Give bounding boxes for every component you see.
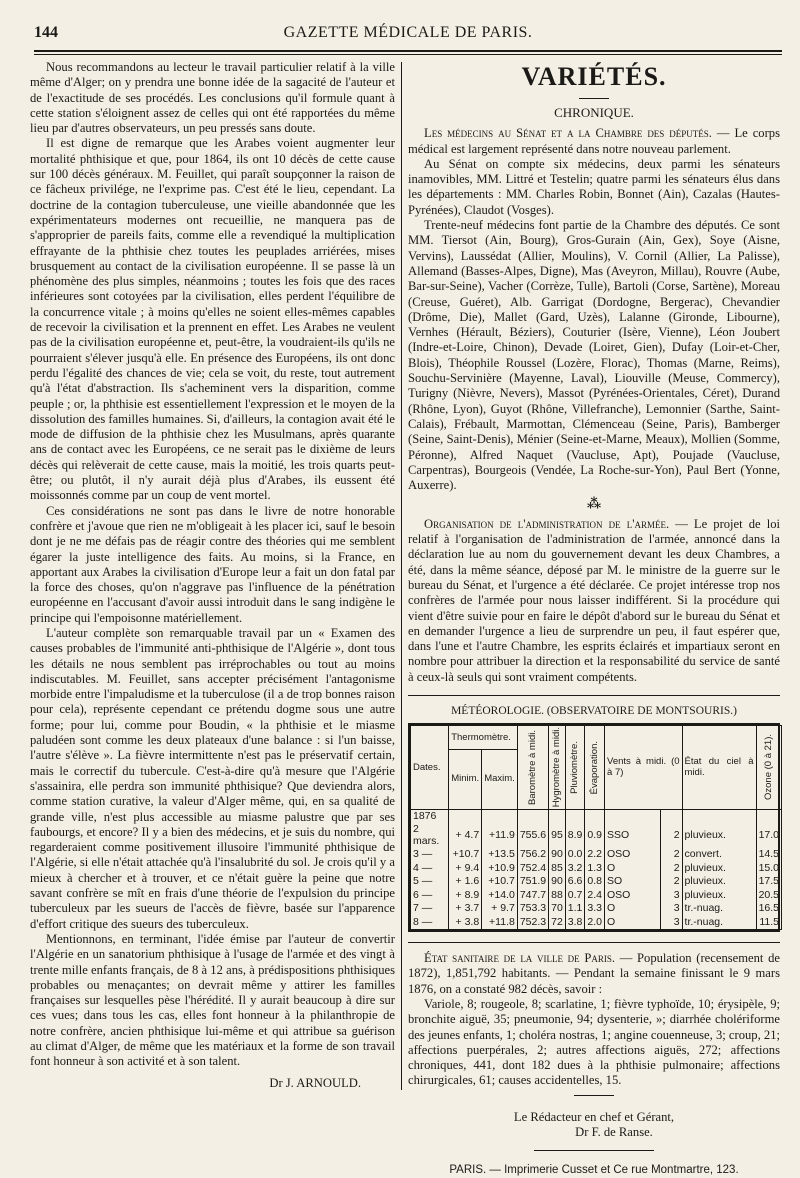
meteo-cell-ozone: 17.5: [756, 875, 781, 889]
meteo-cell-hygro: 95: [549, 823, 566, 848]
meteo-cell-pluvio: 8.9: [565, 823, 585, 848]
meteo-cell-max: +11.9: [482, 823, 518, 848]
meteo-cell-baro: 755.6: [517, 823, 548, 848]
left-paragraph-4: L'auteur complète son remarquable travail par un « Examen des causes probables de l'immunité anti-phthisique de l'Algérie », dont tous les détails ne nous semblent pas irréprochables ou tout au moins indiscutables. M. Feuillet, sans accepter précisément l'antagonisme morbide entre l'impaludisme et la tuberculose (il a de trop bonnes raison pour cela), représente cependant ce prétendu dogme sous une autre forme; pour lui, comme pour Boudin, « la phthisie et le miasme paludéen sont comme les deux plateaux d'une balance : si l'un baisse, l'autre s'élève ». La fièvre intermittente n'est pas le préservatif certain, mais le correctif du tubercule. C'est-à-dire qu'à mesure que l'Algérie s'assainira, elle perdra son immunité phthisique? Que deviendra alors, comme station curative, la valeur d'Alger même, qui, en sa qualité de grande ville, n'est plus accessible au miasme palustre que par ses faubourgs, et encore? Il y a bien des médecins, et je suis du nombre, qui regarderaient comme positivement illusoire l'immunité phthisique de l'Algérie, si elle n'était attachée qu'à l'insalubrité du sol. Je crois qu'il y a mieux à chercher et à trouver, et ce n'était guère la peine que notre savant confrère se mît en frais d'une théorie de l'expulsion du principe tuberculeux par les sueurs de l'accès de fièvre, basée sur l'apparence d'effort critique des sueurs des tuberculeux.: [30, 625, 395, 931]
meteo-cell-hygro: 85: [549, 862, 566, 876]
meteo-cell-force: 3: [661, 889, 682, 903]
meteo-cell-evap: 2.4: [585, 889, 605, 903]
meteo-table: [410, 725, 782, 930]
section-rule-2: [408, 942, 780, 943]
left-paragraph-5: Mentionnons, en terminant, l'idée émise par l'auteur de convertir l'Algérie en un sanatorium phthisique à l'usage de l'armée et des vingt à trente mille enfants français, de 8 à 12 ans, à prédispositions phthisiques probables ou menaçantes; on devrait même y attirer les familles françaises sur lesquelles pèse l'hérédité. Il y aurait beaucoup à dire sur ces vues; dans tous les cas, elles font honneur à la philanthropie de notre confrère, ancien phthisique lui-même et qui attribue sa guérison au climat d'Alger, de même que les matériaux et la forme de son travail font honneur à son activité et à son talent.: [30, 931, 395, 1069]
left-column: [30, 60, 395, 1091]
header-vents: Vents à midi. (0 à 7): [605, 726, 683, 809]
meteo-cell-vent: O: [605, 916, 661, 930]
meteo-cell-baro: 756.2: [517, 848, 548, 862]
meteo-cell-force: 3: [661, 902, 682, 916]
section-rule: [408, 695, 780, 696]
meteo-cell-vent: SO: [605, 875, 661, 889]
header-minim: Minim.: [449, 749, 482, 809]
meteo-cell-hygro: 90: [549, 848, 566, 862]
meteo-cell-max: +10.7: [482, 875, 518, 889]
editor-line-2: Dr F. de Ranse.: [575, 1124, 653, 1139]
senat-heading: Les médecins au Sénat et a la Chambre des députés.: [424, 126, 712, 141]
meteo-cell-pluvio: 0.7: [565, 889, 585, 903]
imprint: PARIS. — Imprimerie Cusset et Ce rue Montmartre, 123.: [449, 1163, 739, 1176]
armee-text: — Le projet de loi relatif à l'organisation de l'administration de l'armée, annoncé dans la déclaration lue au nom du gouvernement devant les deux Chambres, a été, dans la même séance, déposé par M. le ministre de la guerre sur le bureau du Sénat, et l'urgence a été déclarée. Ce projet intéresse trop nos confrères de l'armée pour nous laisser indifférent. Si la procédure qui vient d'être suivie pour en faire le dépôt d'abord sur le bureau du Sénat et en demander l'urgence a lieu de surprendre un peu, il faut espérer que, dans l'une et l'autre Chambre, les esprits éclairés et impartiaux seront en nombre pour attribuer la direction et la responsabilité du service de santé à ceux-là seuls qui sont vraiment compétents.: [408, 516, 780, 684]
left-paragraph-2: Il est digne de remarque que les Arabes voient augmenter leur mortalité phthisique et que, pour 1864, ils ont 10 décès de cette cause sur 100 décès généraux. M. Feuillet, qui paraît soupçonner la raison de ce fâcheux privilége, ne l'exprime pas. C'est été le lieu, cependant. La doctrine de la contagion tuberculeuse, une vieille abandonnée que les expérimentateurs modernes ont recueillie, ne manquera pas de s'approprier de pareils faits, comme elle a revendiqué la multiplication effrayante de la phthisie chez toutes les peuplades arriérées, mises brusquement au contact de la civilisation européenne. Il se passe là un phénomène des plus simples, néanmoins ; toutes les fois que des races inférieures sont cotoyées par la civilisation, elles perdent l'équilibre de la concurrence vitale ; à moins qu'elles ne soient elles-mêmes capables de recevoir la civilisation et la prennent en effet. Les Arabes ne veulent pas de la civilisation européenne et, peut-être, la voudraient-ils qu'ils ne pourraient s'élever jusqu'à elle. En présence des Européens, ils ont donc perdu l'égalité des chances de vie; cela se voit, du reste, tout autrement qu'à l'état d'abstraction. Ils s'acheminent vers la disparition, comme peuple ; or, la phthisie est essentiellement l'expression et le moyen de la dissolution des familles humaines. Si, d'ailleurs, la contagion avait été le mode de diffusion de la phthisie chez les Musulmans, après quarante ans de contact avec les Européens, ce ne serait pas le dixième de leurs décès qui relèverait de cette cause, mais la moitié, les trois quarts peut-être; ou plutôt, il n'y aurait déjà plus d'Arabes, ils eussent été moissonnés comme par un coup de vent mortel.: [30, 136, 395, 503]
meteo-cell-max: +14.0: [482, 889, 518, 903]
left-paragraph-3: Ces considérations ne sont pas dans le livre de notre honorable confrère et j'avoue que rien ne m'obligeait à les placer ici, sauf le besoin dont je ne me défais pas de réagir contre des théories qui me semblent égarer la juste intelligence des faits. Au moins, si la France, en apportant aux Arabes la civilisation d'Europe leur a fait un don fatal par la force des choses, qu'on n'aggrave pas l'influence de la pénétration européenne en l'accusant d'avoir aussi introduit dans le sang indigène le principe qui l'empoisonne matériellement.: [30, 503, 395, 625]
meteo-cell-force: 3: [661, 916, 682, 930]
section-asterism: ⁂: [586, 497, 602, 513]
meteo-row: [411, 848, 782, 862]
meteo-cell-date: 4 —: [411, 862, 449, 876]
meteo-row: [411, 902, 782, 916]
meteo-cell-baro: 752.4: [517, 862, 548, 876]
header-pluviometre: Pluviomètre.: [565, 726, 585, 809]
meteo-cell-vent: SSO: [605, 823, 661, 848]
meteo-cell-vent: OSO: [605, 889, 661, 903]
meteo-cell-max: +13.5: [482, 848, 518, 862]
meteo-cell-ciel: pluvieux.: [682, 889, 756, 903]
meteo-cell-date: 3 —: [411, 848, 449, 862]
meteo-year: 1876: [411, 809, 449, 823]
header-maxim: Maxim.: [482, 749, 518, 809]
page-number: 144: [34, 24, 58, 41]
header-hygrometre: Hygromètre à midi.: [549, 726, 566, 809]
meteo-table-frame: [408, 723, 780, 932]
author-signature: Dr J. ARNOULD.: [269, 1075, 361, 1090]
meteo-cell-pluvio: 3.2: [565, 862, 585, 876]
meteo-cell-force: 2: [661, 875, 682, 889]
section-title-varietes: VARIÉTÉS.: [521, 62, 667, 91]
header-etat-ciel: État du ciel à midi.: [682, 726, 756, 809]
meteo-cell-date: 6 —: [411, 889, 449, 903]
meteo-cell-hygro: 70: [549, 902, 566, 916]
header-rule-thin: [34, 54, 782, 55]
senat-senators: Au Sénat on compte six médecins, deux parmi les sénateurs inamovibles, MM. Littré et Testelin; quatre parmi les sénateurs élus dans les départements : MM. Charles Robin, Bonnet (Ain), Cazalas (Hautes-Pyrénées), Claudot (Vosges).: [408, 156, 780, 217]
title-rule: [579, 98, 609, 99]
meteo-cell-date: 8 —: [411, 916, 449, 930]
meteo-cell-vent: OSO: [605, 848, 661, 862]
meteo-row: [411, 875, 782, 889]
meteo-cell-vent: O: [605, 862, 661, 876]
meteo-row: [411, 889, 782, 903]
meteo-cell-ozone: 14.5: [756, 848, 781, 862]
senat-deputies: Trente-neuf médecins font partie de la Chambre des députés. Ce sont MM. Tiersot (Ain, Bourg), Gros-Gurain (Ain, Gex), Soye (Aisne, Vervins), Laussédat (Allier, Moulins), V. Cornil (Allier, La Palisse), Allemand (Basses-Alpes, Digne), Mas (Aveyron, Millau), Rouvre (Aube, Bar-sur-Seine), Vacher (Corrèze, Tulle), Bartoli (Corse, Sartène), Moreau (Creuse, Guéret), Alb. Garrigat (Dordogne, Bergerac), Chevandier (Drôme, Die), Mallet (Gard, Uzès), Lalanne (Gironde, Libourne), Vernhes (Hérault, Béziers), Couturier (Isère, Vienne), Léon Joubert (Indre-et-Loire, Chinon), Devade (Loiret, Gien), Dufay (Loir-et-Cher, Blois), Théophile Roussel (Lozère, Florac), Thomas (Marne, Reims), Souchu-Servinière (Mayenne, Laval), Liouville (Meuse, Commercy), Turigny (Nièvre, Nevers), Massot (Pyrénées-Orientales, Céret), Durand (Rhône, Lyon), Guyot (Rhône, Villefranche), Lemonnier (Sarthe, Saint-Calais), Frébault, Marmottan, Clémenceau (Seine, Paris), Bamberger (Seine, Saint-Denis), Ménier (Seine-et-Marne, Meaux), Mollien (Somme, Péronne), Alfred Naquet (Vaucluse, Apt), Poujade (Vaucluse, Carpentras), Bourgeois (Vendée, La Roche-sur-Yon), Paul Bert (Yonne, Auxerre).: [408, 218, 780, 493]
meteo-cell-evap: 2.2: [585, 848, 605, 862]
meteo-cell-min: + 3.7: [449, 902, 482, 916]
etat-paragraph: [408, 951, 780, 997]
meteo-cell-evap: 2.0: [585, 916, 605, 930]
header-rule: [34, 50, 782, 52]
meteo-cell-min: +10.7: [449, 848, 482, 862]
meteo-cell-pluvio: 0.0: [565, 848, 585, 862]
meteo-cell-vent: O: [605, 902, 661, 916]
editor-signature: [408, 1110, 780, 1140]
meteo-cell-ciel: convert.: [682, 848, 756, 862]
meteo-cell-ciel: tr.-nuag.: [682, 902, 756, 916]
meteo-cell-ozone: 16.5: [756, 902, 781, 916]
meteo-cell-ciel: pluvieux.: [682, 875, 756, 889]
meteo-cell-min: + 1.6: [449, 875, 482, 889]
meteo-cell-force: 2: [661, 848, 682, 862]
meteo-row: [411, 823, 782, 848]
left-paragraph-1: Nous recommandons au lecteur le travail particulier relatif à la ville même d'Alger; on y prendra une bonne idée de la sagacité de l'auteur et de l'exactitude de ses procédés. Les conclusions qu'il formule quant à cette station s'éloignent assez de celles qui ont été rapportées du même lieu par d'autres observateurs, un peu pressés sans doute.: [30, 60, 395, 136]
meteo-cell-ciel: pluvieux.: [682, 823, 756, 848]
meteo-cell-evap: 0.8: [585, 875, 605, 889]
end-rule: [574, 1095, 614, 1096]
header-dates: Dates.: [411, 726, 449, 809]
etat-text: — Population (recensement de 1872), 1,851,792 habitants. — Pendant la semaine finissant le 9 mars 1876, on a constaté 982 décès, savoir :: [408, 951, 780, 996]
editor-line-1: Le Rédacteur en chef et Gérant,: [513, 1109, 675, 1124]
subsection-title-chronique: CHRONIQUE.: [554, 105, 634, 120]
meteo-cell-force: 2: [661, 823, 682, 848]
meteo-cell-evap: 0.9: [585, 823, 605, 848]
meteo-cell-evap: 1.3: [585, 862, 605, 876]
meteo-cell-ozone: 11.5: [756, 916, 781, 930]
meteo-cell-baro: 753.3: [517, 902, 548, 916]
meteo-cell-evap: 3.3: [585, 902, 605, 916]
meteo-cell-min: + 9.4: [449, 862, 482, 876]
meteo-cell-pluvio: 1.1: [565, 902, 585, 916]
etat-heading: État sanitaire de la ville de Paris.: [424, 951, 616, 966]
meteo-cell-baro: 751.9: [517, 875, 548, 889]
meteo-cell-date: 7 —: [411, 902, 449, 916]
header-evaporation: Évaporation.: [585, 726, 605, 809]
meteo-cell-date: 5 —: [411, 875, 449, 889]
meteo-cell-hygro: 88: [549, 889, 566, 903]
senat-intro: — Le corps médical est largement représenté dans notre nouveau parlement.: [408, 126, 780, 156]
imprint-rule: [534, 1150, 654, 1151]
meteo-cell-min: + 3.8: [449, 916, 482, 930]
meteo-cell-min: + 8.9: [449, 889, 482, 903]
armee-paragraph: [408, 517, 780, 685]
meteo-cell-max: +10.9: [482, 862, 518, 876]
meteo-cell-ozone: 17.0: [756, 823, 781, 848]
meteo-cell-max: + 9.7: [482, 902, 518, 916]
meteo-cell-ozone: 20.5: [756, 889, 781, 903]
meteo-row: [411, 862, 782, 876]
page-header: [34, 24, 782, 50]
meteo-cell-pluvio: 6.6: [565, 875, 585, 889]
meteo-title: MÉTÉOROLOGIE. (OBSERVATOIRE DE MONTSOURIS.): [451, 704, 737, 717]
armee-heading: Organisation de l'administration de l'armée.: [424, 516, 670, 531]
meteo-cell-pluvio: 3.8: [565, 916, 585, 930]
meteo-cell-date: 2 mars.: [411, 823, 449, 848]
header-thermometre: Thermomètre.: [449, 726, 518, 750]
meteo-cell-hygro: 90: [549, 875, 566, 889]
senat-paragraph: [408, 126, 780, 157]
meteo-cell-hygro: 72: [549, 916, 566, 930]
header-ozone: Ozone (0 à 21).: [756, 726, 781, 809]
meteo-cell-baro: 752.3: [517, 916, 548, 930]
meteo-row: [411, 916, 782, 930]
meteo-cell-ozone: 15.0: [756, 862, 781, 876]
meteo-cell-force: 2: [661, 862, 682, 876]
meteo-cell-baro: 747.7: [517, 889, 548, 903]
meteo-cell-max: +11.8: [482, 916, 518, 930]
causes-paragraph: Variole, 8; rougeole, 8; scarlatine, 1; fièvre typhoïde, 10; érysipèle, 9; bronchite aiguë, 35; pneumonie, 94; dysenterie, »; diarrhée cholériforme des jeunes enfants, 1; choléra nostras, 1; angine couenneuse, 3; croup, 21; affections puerpérales, 2; autres affections aiguës, 272; affections chroniques, 441, dont 182 dues à la phthisie pulmonaire; affections chirurgicales, 61; causes accidentelles, 15.: [408, 996, 780, 1088]
header-barometre: Baromètre à midi.: [517, 726, 548, 809]
meteo-cell-ciel: tr.-nuag.: [682, 916, 756, 930]
right-column: [408, 60, 780, 1178]
running-title: GAZETTE MÉDICALE DE PARIS.: [283, 24, 533, 41]
column-divider: [401, 62, 402, 1090]
meteo-cell-min: + 4.7: [449, 823, 482, 848]
meteo-cell-ciel: pluvieux.: [682, 862, 756, 876]
